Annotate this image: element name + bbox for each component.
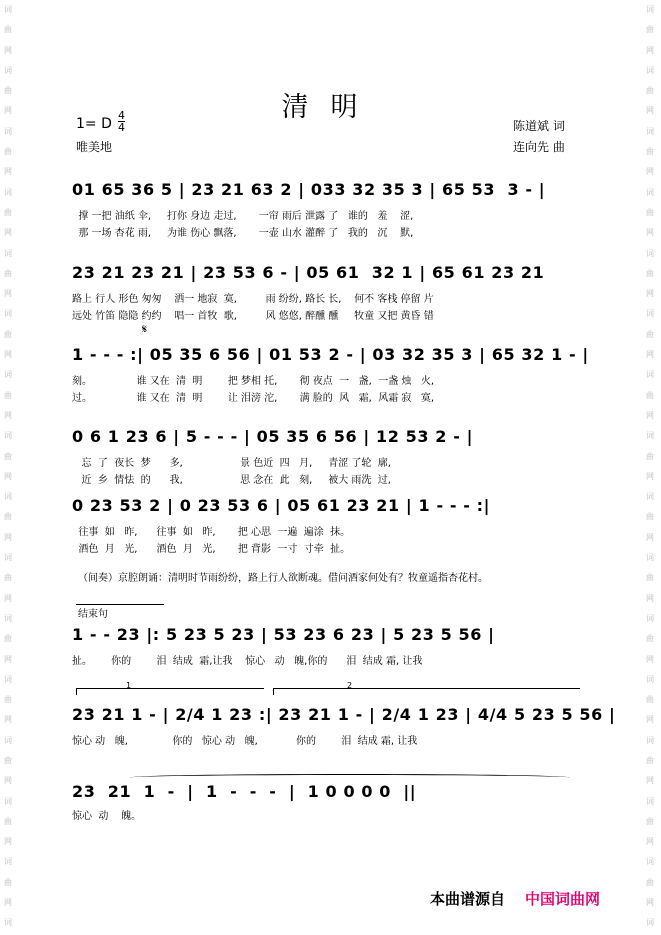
watermark-left <box>1 0 15 934</box>
watermark-char: 曲 <box>4 329 12 339</box>
watermark-char: 词 <box>4 735 12 745</box>
watermark-char: 词 <box>646 918 654 928</box>
watermark-char: 曲 <box>646 86 654 96</box>
notes-line: 0 6 1 23 6 | 5 - - - | 05 35 6 56 | 12 53 2 - | <box>72 427 474 446</box>
watermark-char: 曲 <box>4 755 12 765</box>
watermark-char: 词 <box>646 735 654 745</box>
watermark-char: 网 <box>646 776 654 786</box>
watermark-char: 网 <box>4 715 12 725</box>
watermark-char: 网 <box>646 593 654 603</box>
watermark-char: 词 <box>4 553 12 563</box>
watermark-char: 网 <box>646 654 654 664</box>
time-sig-bottom: 4 <box>118 121 125 134</box>
lyrics-verse-2: 那 一场 杏花 雨, 为谁 伤心 飘落, 一壶 山水 灌醉 了 我的 沉 默, <box>72 228 414 239</box>
watermark-char: 词 <box>646 553 654 563</box>
interlude-text: （间奏）京腔朗诵：清明时节雨纷纷，路上行人欲断魂。借问酒家何处有？牧童遥指杏花村。 <box>78 573 488 584</box>
watermark-char: 词 <box>646 674 654 684</box>
tempo-marking: 唯美地 <box>76 140 113 154</box>
volta-number-1: 1 <box>126 681 132 690</box>
watermark-char: 曲 <box>4 634 12 644</box>
watermark-char: 网 <box>646 289 654 299</box>
watermark-char: 网 <box>4 471 12 481</box>
watermark-char: 曲 <box>4 573 12 583</box>
segno-sign: 𝄋 <box>142 322 148 336</box>
time-sig-top: 4 <box>118 109 125 122</box>
page-title: 清明 <box>281 92 380 123</box>
watermark-char: 网 <box>646 837 654 847</box>
watermark-char: 曲 <box>4 207 12 217</box>
lyrics-verse-1: 往事 如 昨, 往事 如 昨, 把 心思 一遍 遍涂 抹。 <box>72 527 351 538</box>
brand-link[interactable]: 中国词曲网 <box>525 890 601 908</box>
watermark-char: 曲 <box>4 512 12 522</box>
watermark-char: 词 <box>4 492 12 502</box>
volta-number-2: 2 <box>347 681 353 690</box>
watermark-char: 网 <box>646 471 654 481</box>
composer: 连向先 曲 <box>513 140 565 154</box>
watermark-char: 词 <box>646 857 654 867</box>
source-label: 本曲谱源自 <box>430 890 506 908</box>
watermark-char: 词 <box>4 674 12 684</box>
watermark-char: 曲 <box>646 147 654 157</box>
watermark-char: 词 <box>4 126 12 136</box>
watermark-char: 曲 <box>4 695 12 705</box>
footer-source <box>430 888 600 909</box>
watermark-char: 曲 <box>646 268 654 278</box>
watermark-char: 词 <box>646 309 654 319</box>
watermark-char: 词 <box>646 65 654 75</box>
watermark-char: 网 <box>4 410 12 420</box>
watermark-char: 曲 <box>646 573 654 583</box>
watermark-char: 词 <box>4 370 12 380</box>
lyrics-verse-2: 过。 谁 又在 清 明 让 泪滂 沱, 满 脸的 风 霜, 风霜 寂 寞, <box>72 393 435 404</box>
watermark-char: 网 <box>646 167 654 177</box>
watermark-char: 曲 <box>646 390 654 400</box>
volta-bracket-2 <box>273 688 580 695</box>
lyrics-line: 惊心 动 魄, 你的 惊心 动 魄, 你的 泪 结成 霜, 让我 <box>72 736 418 747</box>
watermark-char: 曲 <box>646 634 654 644</box>
lyrics-verse-1: 路上 行人 形色 匆匆 洒一 地寂 寞, 雨 纷纷, 路长 长, 何不 客栈 停留 片 <box>72 294 434 305</box>
watermark-char: 曲 <box>4 877 12 887</box>
watermark-char: 曲 <box>646 207 654 217</box>
watermark-char: 词 <box>4 248 12 258</box>
watermark-char: 词 <box>646 248 654 258</box>
watermark-char: 网 <box>4 776 12 786</box>
watermark-char: 网 <box>646 898 654 908</box>
watermark-char: 网 <box>646 532 654 542</box>
watermark-char: 曲 <box>4 268 12 278</box>
watermark-char: 曲 <box>646 877 654 887</box>
watermark-char: 网 <box>646 410 654 420</box>
watermark-char: 网 <box>4 45 12 55</box>
ending-label: 结束句 <box>78 609 108 620</box>
notes-line: 23 21 23 21 | 23 53 6 - | 05 61 32 1 | 65 61 23 21 <box>72 263 545 282</box>
watermark-char: 曲 <box>646 695 654 705</box>
watermark-char: 网 <box>4 593 12 603</box>
watermark-char: 词 <box>646 5 654 14</box>
watermark-char: 词 <box>4 431 12 441</box>
watermark-char: 网 <box>646 228 654 238</box>
watermark-char: 词 <box>4 5 12 14</box>
lyricist: 陈道斌 词 <box>513 119 565 133</box>
notes-line: 23 21 1 - | 2/4 1 23 :| 23 21 1 - | 2/4 1 23 | 4/4 5 23 5 56 | <box>72 705 616 724</box>
watermark-char: 词 <box>646 187 654 197</box>
watermark-char: 曲 <box>4 86 12 96</box>
watermark-char: 网 <box>646 715 654 725</box>
watermark-char: 词 <box>646 126 654 136</box>
watermark-char: 曲 <box>4 147 12 157</box>
notes-line: 1 - - 23 |: 5 23 5 23 | 53 23 6 23 | 5 23 5 56 | <box>72 625 495 644</box>
watermark-char: 网 <box>4 837 12 847</box>
watermark-char: 曲 <box>4 390 12 400</box>
watermark-char: 词 <box>646 431 654 441</box>
watermark-char: 词 <box>646 370 654 380</box>
watermark-char: 网 <box>4 898 12 908</box>
watermark-char: 词 <box>4 918 12 928</box>
watermark-char: 曲 <box>646 329 654 339</box>
watermark-char: 网 <box>4 167 12 177</box>
lyrics-line: 惊心 动 魄。 <box>72 811 142 822</box>
watermark-char: 网 <box>4 106 12 116</box>
volta-bracket-1 <box>76 688 264 695</box>
watermark-char: 词 <box>4 65 12 75</box>
watermark-char: 词 <box>646 492 654 502</box>
watermark-char: 词 <box>646 613 654 623</box>
tie-curve <box>130 774 570 781</box>
watermark-char: 曲 <box>646 451 654 461</box>
watermark-right <box>643 0 657 934</box>
key-signature <box>76 116 112 132</box>
notes-line: 0 23 53 2 | 0 23 53 6 | 05 61 23 21 | 1 - - - :| <box>72 496 491 515</box>
watermark-char: 词 <box>4 613 12 623</box>
watermark-char: 词 <box>4 309 12 319</box>
key-label: 1= D <box>76 116 112 132</box>
watermark-char: 网 <box>4 654 12 664</box>
notes-line: 01 65 36 5 | 23 21 63 2 | 033 32 35 3 | 65 53 3 - | <box>72 180 546 199</box>
watermark-char: 曲 <box>646 512 654 522</box>
notes-line: 23 21 1 - | 1 - - - | 1 0 0 0 0 || <box>72 782 417 801</box>
watermark-char: 网 <box>4 289 12 299</box>
lyrics-verse-1: 撑 一把 油纸 伞, 打你 身边 走过, 一帘 雨后 泄露 了 谁的 羞 涩, <box>72 211 414 222</box>
watermark-char: 曲 <box>646 25 654 35</box>
lyrics-verse-2: 酒色 月 光, 酒色 月 光, 把 背影 一寸 寸牵 扯。 <box>72 544 351 555</box>
watermark-char: 网 <box>4 228 12 238</box>
watermark-char: 网 <box>646 350 654 360</box>
watermark-char: 词 <box>4 187 12 197</box>
watermark-char: 网 <box>4 350 12 360</box>
watermark-char: 词 <box>4 796 12 806</box>
lyrics-verse-1: 刻。 谁 又在 清 明 把 梦相 托, 彻 夜点 一 盏, 一盏 烛 火, <box>72 376 435 387</box>
watermark-char: 曲 <box>4 816 12 826</box>
watermark-char: 词 <box>4 857 12 867</box>
lyrics-line: 扯。 你的 泪 结成 霜,让我 惊心 动 魄,你的 泪 结成 霜, 让我 <box>72 656 423 667</box>
watermark-char: 曲 <box>4 25 12 35</box>
lyrics-verse-2: 近 乡 情怯 的 我, 思 念在 此 刻, 被大 雨洗 过, <box>72 475 391 486</box>
watermark-char: 曲 <box>646 755 654 765</box>
time-signature <box>118 110 125 133</box>
watermark-char: 词 <box>646 796 654 806</box>
watermark-char: 网 <box>646 45 654 55</box>
lyrics-verse-1: 忘 了 夜长 梦 多, 景 色近 四 月, 青涩 了轮 廓, <box>72 458 391 469</box>
lyrics-verse-2: 远处 竹笛 隐隐 约约 唱一 首牧 歌, 风 悠悠, 醉醺 醺 牧童 又把 黄昏 错 <box>72 311 434 322</box>
notes-line: 1 - - - :| 05 35 6 56 | 01 53 2 - | 03 32 35 3 | 65 32 1 - | <box>72 345 589 364</box>
watermark-char: 曲 <box>646 816 654 826</box>
watermark-char: 网 <box>4 532 12 542</box>
watermark-char: 网 <box>646 106 654 116</box>
watermark-char: 曲 <box>4 451 12 461</box>
